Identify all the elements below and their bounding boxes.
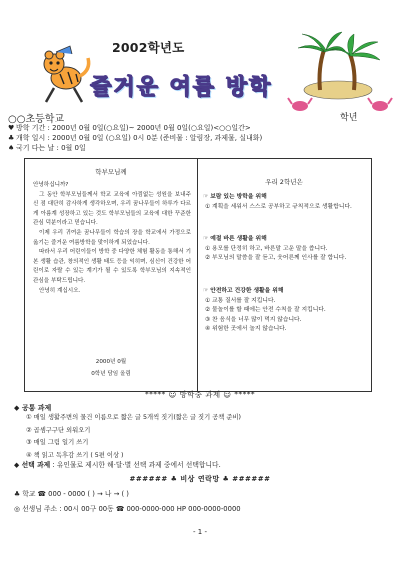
letter-date: 2000년 0월 <box>95 359 127 365</box>
letter-paragraph: 따라서 우리 어린이들이 방학 중 다양한 체험 활동을 통해서 기본 생활 습관, 창의적인 생활 태도 등을 익히며, 심신이 건강한 어린이로 자랄 수 있는 계기가 될 수 있도록 학부모님의 지속적인 관심을 부탁드립니다. <box>33 249 191 284</box>
grade-label: 학년 <box>340 113 358 123</box>
letter-box <box>24 158 372 392</box>
box-divider <box>197 159 198 391</box>
letter-paragraph: 이제 우리 귀여운 꿈나무들이 학습의 장을 학교에서 가정으로 옮기는 즐거운 여름방학을 맞이하게 되었습니다. <box>33 229 191 246</box>
select-task-title: ◆ 선택 과제 <box>14 461 51 469</box>
common-task-item: ③ 매일 그림 일기 쓰기 <box>26 439 89 446</box>
kids-item: ② 부모님의 말씀을 잘 듣고, 웃어른께 인사를 잘 합니다. <box>205 255 347 261</box>
teacher-address-line: ◎ 선생님 주소 : 00시 00구 00동 ☎ 000-0000-000 HP 000-0000-0000 <box>14 505 241 513</box>
kids-item: ④ 위험한 곳에서 놀지 않습니다. <box>205 326 287 332</box>
kids-section-title: ☞ 안전하고 건강한 생활을 위해 <box>203 288 284 294</box>
school-name: ○○초등학교 <box>8 114 65 125</box>
kids-section-title: ☞ 보람 있는 방학을 위해 <box>203 194 267 200</box>
tiger-mascot-icon <box>36 44 94 106</box>
kids-section-title: ☞ 예절 바른 생활을 위해 <box>203 236 267 242</box>
flag-day: ♠ 국기 다는 날 : 0월 0일 <box>8 144 86 152</box>
vacation-task-heading: ***** ☺ 방학중 과제 ☺ ***** <box>144 390 256 399</box>
main-title: 즐거운 여름 방학 <box>90 75 273 100</box>
select-task-text: : 유인물로 제시한 해·달·별 선택 과제 중에서 선택합니다. <box>50 461 221 469</box>
kids-section <box>203 287 363 335</box>
year-label: 2002학년도 <box>112 40 185 55</box>
letter-signature: 0학년 담임 올림 <box>91 371 131 377</box>
emergency-contact-heading: ###### ♣ 비상 연락망 ♣ ###### <box>129 475 271 483</box>
kids-section <box>203 193 363 212</box>
kids-item: ① 교통 질서를 잘 지킵니다. <box>205 297 276 304</box>
letter-heading: 학부모님께 <box>95 168 127 176</box>
vacation-period: ♥ 방학 기간 : 2000년 0월 0일(○요일)~ 2000년 0월 0일(○요일)<○○일간> <box>8 124 251 132</box>
select-task <box>14 459 221 469</box>
kids-item: ① 용모를 단정히 하고, 바른말 고운 말을 씁니다. <box>205 245 328 252</box>
kids-item: ③ 찬 음식을 너무 많이 먹지 않습니다. <box>205 316 302 323</box>
page-number: - 1 - <box>193 528 207 536</box>
kids-section <box>203 235 363 264</box>
letter-paragraph: 그 동안 학부모님들께서 학교 교육에 아낌없는 성원을 보내주신 점 대단히 감사하게 생각하오며, 우리 꿈나무들이 하루가 다르게 아름계 성장하고 있는 것도 학부모님들의 교육에 대한 꾸준한 관심 덕분이라고 믿습니다. <box>33 191 191 227</box>
common-task-list <box>26 412 241 462</box>
letter-body <box>33 181 191 296</box>
letter-paragraph: 안녕히 계십시오. <box>39 287 81 294</box>
common-task-item: ② 곱셈구구단 외워오기 <box>26 426 91 434</box>
kids-item: ② 물놀이를 할 때에는 안전 수칙을 잘 지킵니다. <box>205 307 326 313</box>
kids-heading: 우리 2학년은 <box>265 178 303 186</box>
common-task-item: ④ 책 읽고 독후감 쓰기 ( 5편 이상 ) <box>26 451 124 459</box>
school-start-date: ♣ 개학 일시 : 2000년 0월 0일 (○요일) 0시 0분 (준비물 : 알림장, 과제물, 실내화) <box>8 134 263 142</box>
spade-bullet-icon: ♠ <box>8 144 15 152</box>
heart-bullet-icon: ♥ <box>8 124 15 132</box>
school-phone-line: ♣ 학교 ☎ 000 - 0000 ( ) → 나 → ( ) <box>14 490 129 498</box>
common-task-item: ① 매일 생활주변의 물건 이름으로 짧은 글 5개씩 짓기(짧은 글 짓기 공책 준비) <box>26 414 241 421</box>
club-bullet-icon: ♣ <box>8 134 15 142</box>
letter-paragraph: 안녕하십니까? <box>33 182 69 188</box>
kids-item: ① 계획을 세워서 스스로 공부하고 규칙적으로 생활합니다. <box>205 203 352 210</box>
common-task-title: ◆ 공통 과제 <box>14 404 52 412</box>
